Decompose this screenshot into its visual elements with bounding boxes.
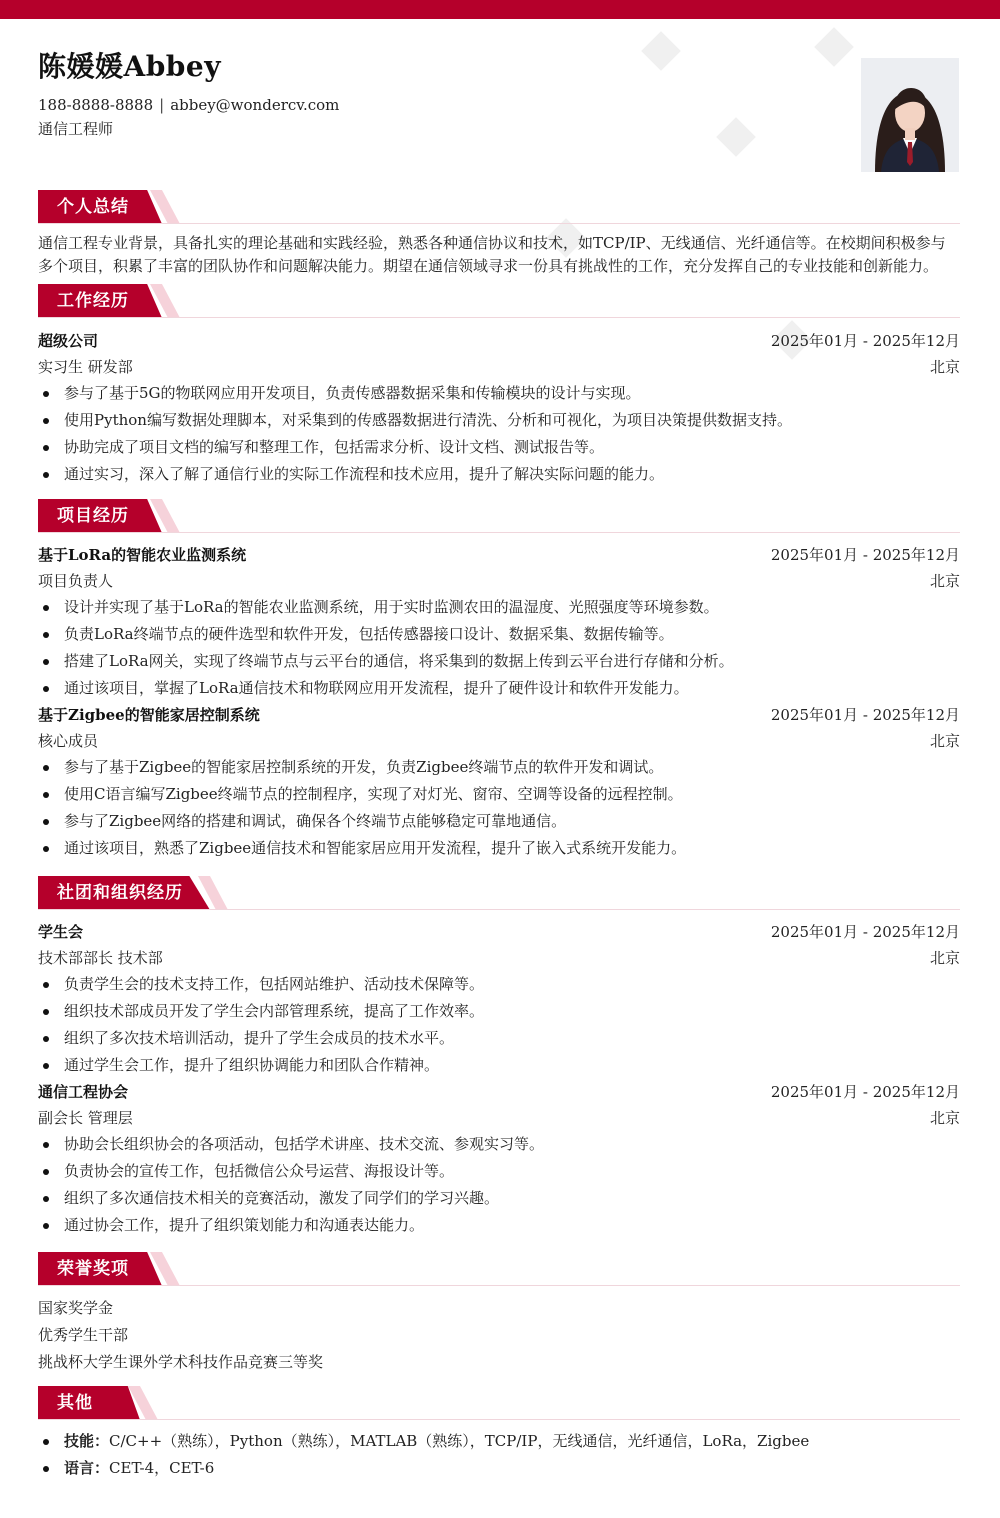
work-section bbox=[38, 284, 960, 488]
clubs-section bbox=[38, 876, 960, 1239]
section-header bbox=[38, 499, 960, 535]
section-title: 荣誉奖项 bbox=[57, 1259, 129, 1279]
bullet-item: 参与了基于5G的物联网应用开发项目，负责传感器数据采集和传输模块的设计与实现。 bbox=[38, 380, 960, 407]
entry-role-row bbox=[38, 354, 960, 380]
work-entry bbox=[38, 328, 960, 488]
club-entry bbox=[38, 919, 960, 1079]
decorative-diamond bbox=[814, 27, 854, 67]
entry-organization: 基于LoRa的智能农业监测系统 bbox=[38, 546, 247, 564]
bullet-item: 负责协会的宣传工作，包括微信公众号运营、海报设计等。 bbox=[38, 1158, 960, 1185]
honor-item: 挑战杯大学生课外学术科技作品竞赛三等奖 bbox=[38, 1353, 324, 1371]
entry-role: 实习生 研发部 bbox=[38, 358, 133, 376]
section-header bbox=[38, 876, 960, 912]
entry-role-row bbox=[38, 945, 960, 971]
entry-heading-row bbox=[38, 702, 960, 728]
honor-item: 国家奖学金 bbox=[38, 1299, 114, 1317]
section-title: 个人总结 bbox=[57, 197, 129, 217]
entry-role-row bbox=[38, 728, 960, 754]
entry-heading-row bbox=[38, 919, 960, 945]
entry-role-row bbox=[38, 1105, 960, 1131]
resume-header bbox=[38, 50, 339, 140]
bullet-item: 协助完成了项目文档的编写和整理工作，包括需求分析、设计文档、测试报告等。 bbox=[38, 434, 960, 461]
email-address: abbey@wondercv.com bbox=[170, 96, 340, 114]
entry-date: 2025年01月 - 2025年12月 bbox=[770, 332, 960, 350]
honors-section bbox=[38, 1252, 960, 1376]
skills-label: 技能： bbox=[64, 1432, 110, 1450]
entry-location: 北京 bbox=[929, 358, 960, 376]
phone-number: 188-8888-8888 bbox=[38, 96, 154, 114]
entry-role: 核心成员 bbox=[38, 732, 99, 750]
entry-location: 北京 bbox=[929, 572, 960, 590]
section-header bbox=[38, 1252, 960, 1288]
section-title: 工作经历 bbox=[57, 291, 129, 311]
profile-photo bbox=[861, 58, 959, 172]
section-divider bbox=[38, 317, 960, 318]
summary-text: 通信工程专业背景，具备扎实的理论基础和实践经验，熟悉各种通信协议和技术，如TCP/IP、无线通信、光纤通信等。在校期间积极参与多个项目，积累了丰富的团队协作和问题解决能力。期望在通信领域寻求一份具有挑战性的工作，充分发挥自己的专业技能和创新能力。 bbox=[38, 234, 946, 275]
section-header bbox=[38, 284, 960, 320]
section-title: 社团和组织经历 bbox=[57, 883, 183, 903]
entry-date: 2025年01月 - 2025年12月 bbox=[770, 706, 960, 724]
entry-bullets bbox=[38, 594, 960, 702]
entry-date: 2025年01月 - 2025年12月 bbox=[770, 1083, 960, 1101]
honors-list bbox=[38, 1295, 960, 1376]
honor-item: 优秀学生干部 bbox=[38, 1326, 129, 1344]
entry-location: 北京 bbox=[929, 732, 960, 750]
bullet-item: 通过实习，深入了解了通信行业的实际工作流程和技术应用，提升了解决实际问题的能力。 bbox=[38, 461, 960, 488]
section-divider bbox=[38, 223, 960, 224]
bullet-item: 负责学生会的技术支持工作，包括网站维护、活动技术保障等。 bbox=[38, 971, 960, 998]
bullet-item: 组织了多次通信技术相关的竞赛活动，激发了同学们的学习兴趣。 bbox=[38, 1185, 960, 1212]
language-value: CET-4，CET-6 bbox=[109, 1459, 215, 1477]
entry-role: 技术部部长 技术部 bbox=[38, 949, 163, 967]
bullet-item: 组织了多次技术培训活动，提升了学生会成员的技术水平。 bbox=[38, 1025, 960, 1052]
contact-separator: | bbox=[159, 96, 165, 114]
job-title: 通信工程师 bbox=[38, 120, 114, 138]
entry-role: 副会长 管理层 bbox=[38, 1109, 133, 1127]
bullet-item: 通过该项目，掌握了LoRa通信技术和物联网应用开发流程，提升了硬件设计和软件开发能力。 bbox=[38, 675, 960, 702]
section-header bbox=[38, 190, 960, 226]
entry-bullets bbox=[38, 380, 960, 488]
entry-date: 2025年01月 - 2025年12月 bbox=[770, 923, 960, 941]
language-item bbox=[38, 1455, 960, 1482]
skills-item bbox=[38, 1428, 960, 1455]
entry-heading-row bbox=[38, 328, 960, 354]
decorative-diamond bbox=[716, 117, 756, 157]
bullet-item: 通过该项目，熟悉了Zigbee通信技术和智能家居应用开发流程，提升了嵌入式系统开发能力。 bbox=[38, 835, 960, 862]
entry-heading-row bbox=[38, 542, 960, 568]
bullet-item: 协助会长组织协会的各项活动，包括学术讲座、技术交流、参观实习等。 bbox=[38, 1131, 960, 1158]
bullet-item: 参与了Zigbee网络的搭建和调试，确保各个终端节点能够稳定可靠地通信。 bbox=[38, 808, 960, 835]
entry-organization: 基于Zigbee的智能家居控制系统 bbox=[38, 706, 260, 724]
other-section bbox=[38, 1386, 960, 1482]
bullet-item: 通过学生会工作，提升了组织协调能力和团队合作精神。 bbox=[38, 1052, 960, 1079]
contact-line bbox=[38, 94, 339, 116]
bullet-item: 负责LoRa终端节点的硬件选型和软件开发，包括传感器接口设计、数据采集、数据传输等。 bbox=[38, 621, 960, 648]
language-label: 语言： bbox=[64, 1459, 110, 1477]
section-divider bbox=[38, 532, 960, 533]
section-divider bbox=[38, 1285, 960, 1286]
entry-location: 北京 bbox=[929, 1109, 960, 1127]
summary-section bbox=[38, 190, 960, 278]
club-entry bbox=[38, 1079, 960, 1239]
entry-organization: 学生会 bbox=[38, 923, 84, 941]
entry-location: 北京 bbox=[929, 949, 960, 967]
entry-organization: 超级公司 bbox=[38, 332, 99, 350]
bullet-item: 组织技术部成员开发了学生会内部管理系统，提高了工作效率。 bbox=[38, 998, 960, 1025]
portrait-illustration bbox=[861, 58, 959, 172]
section-title: 其他 bbox=[57, 1393, 93, 1413]
project-entry bbox=[38, 542, 960, 702]
bullet-item: 搭建了LoRa网关，实现了终端节点与云平台的通信，将采集到的数据上传到云平台进行存储和分析。 bbox=[38, 648, 960, 675]
entry-organization: 通信工程协会 bbox=[38, 1083, 129, 1101]
skills-value: C/C++（熟练），Python（熟练），MATLAB（熟练），TCP/IP，无线通信，光纤通信，LoRa，Zigbee bbox=[109, 1432, 810, 1450]
projects-section bbox=[38, 499, 960, 862]
project-entry bbox=[38, 702, 960, 862]
entry-heading-row bbox=[38, 1079, 960, 1105]
entry-role-row bbox=[38, 568, 960, 594]
section-header bbox=[38, 1386, 960, 1422]
top-accent-bar bbox=[0, 0, 1000, 19]
section-divider bbox=[38, 909, 960, 910]
entry-bullets bbox=[38, 1131, 960, 1239]
bullet-item: 通过协会工作，提升了组织策划能力和沟通表达能力。 bbox=[38, 1212, 960, 1239]
bullet-item: 使用C语言编写Zigbee终端节点的控制程序，实现了对灯光、窗帘、空调等设备的远程控制。 bbox=[38, 781, 960, 808]
entry-bullets bbox=[38, 971, 960, 1079]
section-title: 项目经历 bbox=[57, 506, 129, 526]
bullet-item: 参与了基于Zigbee的智能家居控制系统的开发，负责Zigbee终端节点的软件开发和调试。 bbox=[38, 754, 960, 781]
entry-date: 2025年01月 - 2025年12月 bbox=[770, 546, 960, 564]
bullet-item: 使用Python编写数据处理脚本，对采集到的传感器数据进行清洗、分析和可视化，为项目决策提供数据支持。 bbox=[38, 407, 960, 434]
bullet-item: 设计并实现了基于LoRa的智能农业监测系统，用于实时监测农田的温湿度、光照强度等环境参数。 bbox=[38, 594, 960, 621]
entry-bullets bbox=[38, 754, 960, 862]
entry-role: 项目负责人 bbox=[38, 572, 114, 590]
decorative-diamond bbox=[641, 31, 681, 71]
candidate-name: 陈媛媛Abbey bbox=[38, 50, 221, 83]
other-list bbox=[38, 1428, 960, 1482]
section-divider bbox=[38, 1419, 960, 1420]
